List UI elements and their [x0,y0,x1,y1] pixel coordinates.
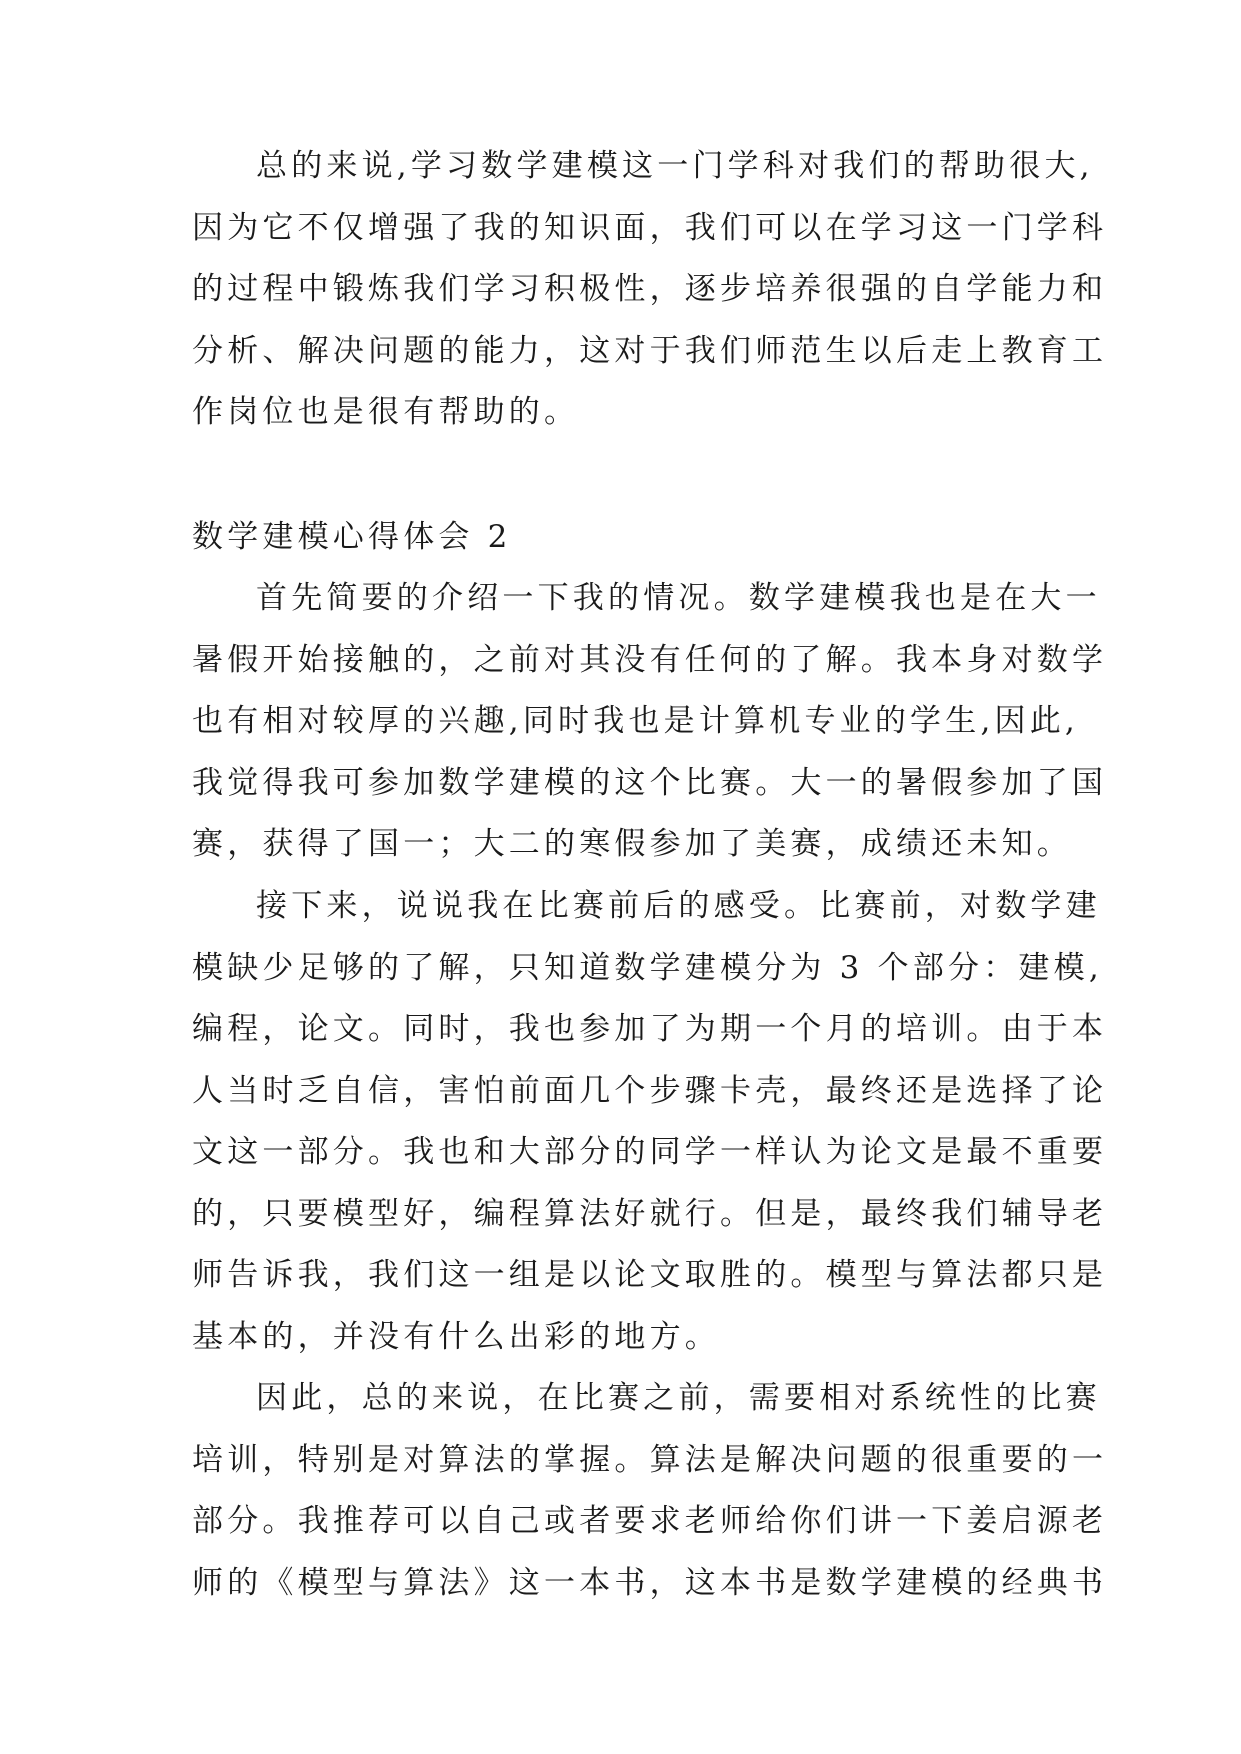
paragraph-advice [192,1368,1108,1614]
text-line: 的过程中锻炼我们学习积极性，逐步培养很强的自学能力和 [192,271,1108,307]
text-line: 基本的，并没有什么出彩的地方。 [192,1318,720,1355]
text-line: 总的来说,学习数学建模这一门学科对我们的帮助很大, [256,148,1094,184]
paragraph-introduction [192,568,1108,876]
text-line: 模缺少足够的了解，只知道数学建模分为 3 个部分：建模, [192,949,1103,986]
text-line: 部分。我推荐可以自己或者要求老师给你们讲一下姜启源老 [192,1503,1108,1539]
text-line: 因此，总的来说，在比赛之前，需要相对系统性的比赛 [256,1380,1101,1416]
text-line: 我觉得我可参加数学建模的这个比赛。大一的暑假参加了国 [192,764,1108,801]
text-line: 师的《模型与算法》这一本书，这本书是数学建模的经典书 [192,1564,1108,1601]
text-line: 培训，特别是对算法的掌握。算法是解决问题的很重要的一 [192,1441,1108,1478]
text-line: 师告诉我，我们这一组是以论文取胜的。模型与算法都只是 [192,1257,1108,1293]
text-line: 接下来，说说我在比赛前后的感受。比赛前，对数学建 [256,888,1101,924]
text-line: 暑假开始接触的，之前对其没有任何的了解。我本身对数学 [192,641,1108,678]
paragraph-experience [192,876,1108,1368]
text-line: 也有相对较厚的兴趣,同时我也是计算机专业的学生,因此, [192,703,1079,739]
text-line: 分析、解决问题的能力，这对于我们师范生以后走上教育工 [192,332,1108,369]
paragraph-conclusion [192,136,1108,444]
section-heading [192,507,1072,569]
text-line: 人当时乏自信，害怕前面几个步骤卡壳，最终还是选择了论 [192,1072,1108,1109]
text-line: 首先简要的介绍一下我的情况。数学建模我也是在大一 [256,580,1101,616]
heading-text: 数学建模心得体会 2 [192,519,512,555]
text-line: 赛，获得了国一；大二的寒假参加了美赛，成绩还未知。 [192,826,1072,862]
text-line: 编程，论文。同时，我也参加了为期一个月的培训。由于本 [192,1011,1108,1047]
text-line: 因为它不仅增强了我的知识面，我们可以在学习这一门学科 [192,209,1108,246]
text-line: 文这一部分。我也和大部分的同学一样认为论文是最不重要 [192,1134,1108,1170]
text-line: 作岗位也是很有帮助的。 [192,394,580,430]
text-line: 的，只要模型好，编程算法好就行。但是，最终我们辅导老 [192,1195,1108,1232]
